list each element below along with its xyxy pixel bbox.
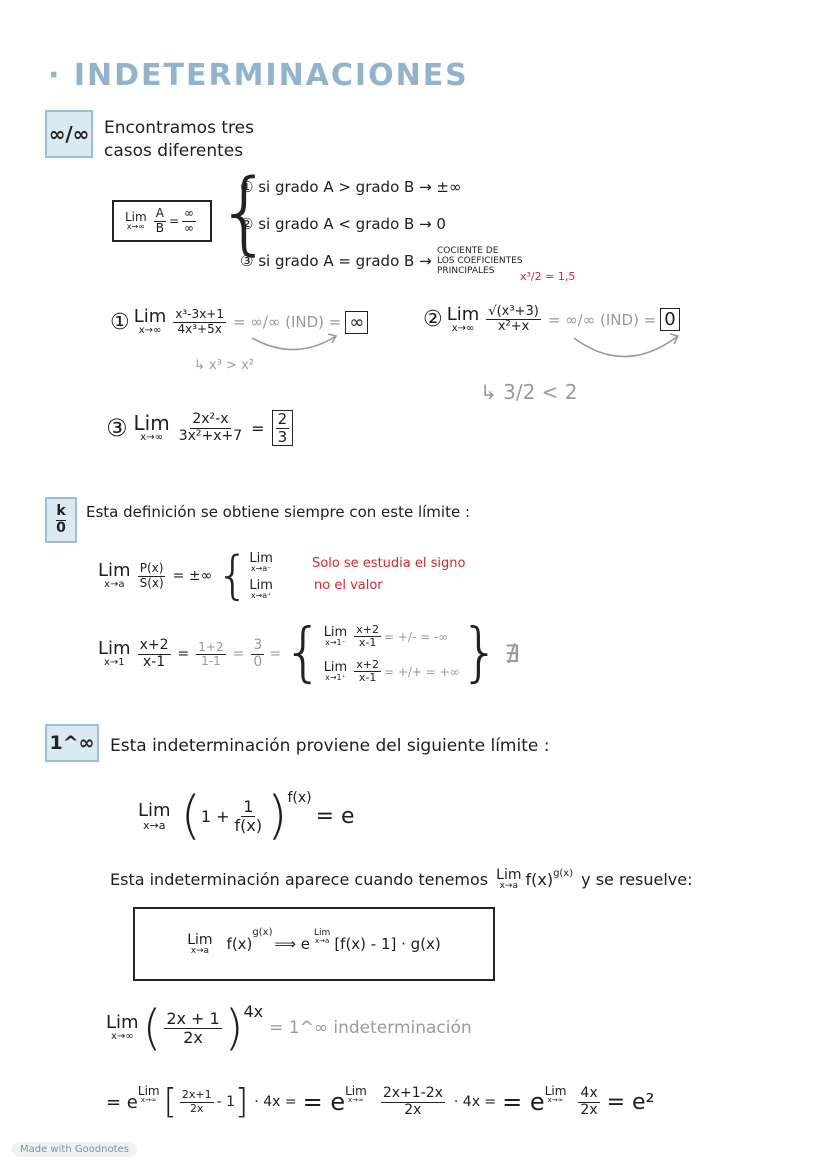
step-frac [180, 1089, 214, 1114]
lim-word: Lim [137, 1083, 160, 1098]
lim-word: Lim [345, 1083, 367, 1098]
example-frac [486, 305, 541, 335]
frac-num: 1+2 [198, 639, 224, 654]
lim [187, 933, 212, 956]
frac-num: 2 [277, 410, 288, 428]
lim-sub: x→∞ [547, 1095, 564, 1104]
step-frac [381, 1086, 445, 1118]
frac-num: x³-3x+1 [175, 307, 224, 322]
example-label: ② [423, 307, 443, 333]
s3-text: Esta indeterminación proviene del siguiente límite : [110, 736, 550, 756]
formula-arrow: ⟹ e [274, 935, 311, 953]
frac-num: 2x+1 [181, 1088, 212, 1102]
step-e: = e [106, 1091, 138, 1113]
lim [314, 929, 330, 945]
lim-word: Lim [133, 306, 167, 327]
lim-word: Lim [544, 1083, 567, 1098]
step-times: · 4x = [254, 1094, 297, 1110]
brace: { [282, 616, 324, 691]
goodnotes-watermark: Made with Goodnotes [12, 1142, 137, 1157]
s1-example-3 [106, 410, 296, 446]
example-result [272, 410, 294, 446]
s3-formula-box [133, 907, 495, 981]
note-line: LOS COEFICIENTES [437, 256, 523, 266]
frac-den: 0 [253, 653, 263, 670]
frac-num: 1 [243, 796, 254, 816]
lim [138, 1085, 160, 1104]
section-one-infinity-label [45, 724, 99, 762]
lim [324, 661, 348, 682]
s2-definition [98, 545, 277, 606]
lim-sub: x→1⁺ [325, 673, 346, 683]
lim-sub: x→∞ [140, 432, 163, 443]
lim-sub: x→a [143, 818, 166, 832]
section-infinity-text: ∞/∞ [48, 122, 90, 146]
s2-text: Esta definición se obtiene siempre con este límite : [86, 503, 471, 521]
step-frac [196, 641, 225, 668]
lim-sub: x→a⁻ [250, 564, 272, 573]
def-inner: 1 + [200, 806, 230, 826]
frac-den: x-1 [142, 653, 166, 670]
formula-exponent: g(x) [252, 927, 273, 938]
frac-den: 2x [189, 1101, 204, 1115]
s1-case-3: ③ si grado A = grado B → [240, 252, 432, 270]
final-result: = e² [606, 1089, 655, 1115]
s2-note-line2: no el valor [314, 578, 383, 593]
lim-sub: x→∞ [138, 325, 162, 336]
frac-den: x-1 [358, 636, 377, 650]
case-result: = +/- = -∞ [383, 629, 449, 644]
lim-sub: x→∞ [348, 1095, 364, 1104]
example-label: ③ [106, 414, 128, 442]
frac-den: B [155, 220, 164, 235]
s1-case-2: ② si grado A < grado B → 0 [240, 215, 446, 233]
text2-base: f(x) [525, 870, 554, 889]
frac-num: 4x [580, 1085, 598, 1102]
step-frac [578, 1086, 599, 1118]
frac-num: 2x²-x [192, 411, 229, 428]
frac-den: 2x [580, 1101, 598, 1118]
indeterminate-text: = ∞/∞ (IND) = [232, 313, 342, 331]
section-k-zero-label [45, 497, 77, 543]
frac-den: 3x²+x+7 [178, 427, 243, 444]
lim-word: Lim [98, 560, 131, 581]
box-num: k [56, 503, 66, 520]
frac-num: √(x³+3) [488, 304, 539, 319]
lim [446, 303, 480, 334]
lim [545, 1085, 567, 1104]
frac-num: x+2 [139, 637, 169, 654]
lim-word: Lim [138, 799, 171, 821]
frac-num: 2x + 1 [166, 1008, 220, 1028]
section-infinity-label [45, 110, 93, 158]
frac-num: A [155, 206, 164, 221]
s1-case-3-note [437, 246, 523, 276]
s3-definition: Lim x→a ( 1 + $\frac{1}{f(x)}$ ) f(x) = e [138, 786, 355, 846]
frac-den: 2x [404, 1101, 422, 1118]
lim-word: Lim [106, 1012, 139, 1033]
lim-word: Lim [323, 625, 348, 641]
formula-base: f(x) [226, 935, 253, 953]
s1-definition-box: Lim x→∞ $\frac{A}{B}$ = $\frac{\infty}{\infty}$ [112, 200, 212, 242]
s1-example-1-arrow [250, 330, 340, 356]
s3-steps: = e Lim x→∞ [ $\frac{2x+1}{2x}$ - 1 ] · 4x = = e Lim x→∞ $\frac{2x+1-2x}{2x}$ · 4x = = e Lim x→∞ $\frac{4x}{2x}$ = e² [106, 1082, 655, 1122]
case-frac [354, 659, 381, 684]
s1-example-2-arrow [570, 330, 685, 364]
s1-cases-brace: { [216, 160, 274, 265]
def-equals-e: = e [315, 803, 355, 829]
lim [496, 868, 521, 891]
plus-minus-infinity: = ±∞ [172, 568, 213, 584]
frac-den: x²+x [497, 319, 530, 335]
lim-sub: x→∞ [110, 1031, 134, 1042]
definition-frac [138, 562, 166, 589]
lim [324, 626, 348, 647]
frac-num: ∞ [184, 206, 194, 221]
side-limits [249, 552, 277, 600]
lim-word: Lim [446, 303, 480, 325]
frac-num: x+2 [356, 623, 379, 636]
case-result: = +/+ = +∞ [383, 664, 460, 679]
lim-word: Lim [323, 660, 348, 676]
example-result: ∞ [345, 311, 368, 334]
frac-den: 3 [277, 427, 288, 446]
lim [138, 799, 171, 832]
lim-sub: x→a⁺ [250, 591, 272, 600]
lim-sub: x→a [190, 945, 210, 956]
lim-sub: x→∞ [451, 322, 475, 334]
indeterminate-text: = ∞/∞ (IND) = [547, 310, 657, 329]
example-label: ① [110, 309, 130, 335]
frac-num: x+2 [356, 658, 379, 672]
lim-word: Lim [124, 210, 147, 224]
def-exponent: f(x) [287, 790, 312, 806]
note-line: COCIENTE DE [437, 246, 499, 256]
frac-num: 2x+1-2x [382, 1085, 443, 1102]
s1-intro-line1: Encontramos tres [104, 118, 254, 138]
step-e: = e [502, 1088, 545, 1116]
frac-den: 1-1 [201, 653, 221, 668]
case-frac [354, 624, 381, 649]
text2-pre: Esta indeterminación aparece cuando tenemos [110, 870, 489, 889]
frac-den: S(x) [139, 575, 164, 590]
frac-num: P(x) [139, 561, 164, 576]
lim [345, 1085, 367, 1104]
example-exponent: 4x [243, 1002, 264, 1021]
lim [98, 562, 131, 590]
lim-sub: x→∞ [126, 222, 145, 231]
lim [134, 413, 170, 443]
s1-example-1-note: ↳ x³ > x² [194, 358, 254, 373]
lim-sub: x→a [315, 937, 330, 945]
s1-intro-line2: casos diferentes [104, 141, 244, 161]
example-frac [173, 308, 226, 335]
frac-num: 3 [253, 637, 263, 654]
page-title: · INDETERMINACIONES [48, 58, 469, 93]
text2-exponent: g(x) [553, 868, 574, 879]
section-one-infinity-text: 1^∞ [49, 732, 95, 754]
lim-sub: x→∞ [140, 1095, 157, 1104]
text2-post: y se resuelve: [581, 870, 693, 889]
s1-lim [125, 211, 147, 231]
step-e: = e [302, 1088, 346, 1116]
right-limit [249, 579, 273, 600]
s3-text2 [110, 868, 693, 891]
example-frac [138, 638, 171, 670]
frac-den: 4x³+5x [177, 321, 222, 336]
frac-den: 2x [183, 1027, 203, 1047]
step-times: · 4x = [453, 1094, 497, 1110]
frac-den: x-1 [358, 671, 377, 685]
lim-word: Lim [249, 551, 273, 566]
lim-word: Lim [187, 931, 213, 948]
s1-case-1: ① si grado A > grado B → ±∞ [240, 178, 462, 196]
box-den: 0 [56, 519, 66, 536]
s1-frac-inf [182, 207, 196, 234]
s1-frac-ab [154, 207, 166, 234]
formula-bracket: [f(x) - 1] · g(x) [334, 935, 441, 953]
s1-example-2-top-note: x³/2 ≃ 1,5 [520, 270, 576, 283]
lim-word: Lim [314, 928, 331, 938]
step-minus: - 1 [216, 1094, 236, 1110]
lim-sub: x→a [104, 579, 125, 590]
right-case [324, 659, 460, 684]
example-frac [177, 412, 244, 444]
s1-example-2-note: ↳ 3/2 < 2 [480, 380, 578, 404]
lim-sub: x→1 [103, 657, 125, 669]
does-not-exist: ∄ [504, 640, 520, 669]
equals: = [251, 418, 265, 438]
example-result: = 1^∞ indeterminación [269, 1018, 472, 1038]
note-line: PRINCIPALES [437, 266, 495, 276]
brace: { [216, 545, 250, 606]
lim-sub: x→1⁻ [325, 638, 346, 648]
s2-example: Lim x→1 $\frac{x+2}{x-1}$ = $\frac{1+2}{1-1}$ = $\frac{3}{0}$ = { Lim x→1⁻ $\frac{x+2}{x-1}$ = +/- = -∞ Lim x→1⁺ $\frac{x+2}{x-1}$ = +/+ = +∞ } ∄ [98, 616, 520, 691]
brace: } [459, 616, 501, 691]
lim [106, 1014, 139, 1042]
lim [98, 640, 131, 668]
frac-den: ∞ [184, 220, 194, 235]
left-limit [249, 552, 273, 573]
example-result: 0 [660, 308, 679, 331]
left-case [324, 624, 460, 649]
lim-word: Lim [496, 867, 522, 883]
lim [134, 308, 167, 336]
def-frac [233, 798, 265, 834]
lim-word: Lim [98, 638, 131, 660]
lim-word: Lim [133, 411, 170, 435]
lim-sub: x→a [499, 881, 518, 891]
frac-den: f(x) [234, 815, 263, 835]
s3-example: Lim x→∞ ( $\frac{2x + 1}{2x}$ ) 4x = 1^∞ indeterminación [106, 1000, 472, 1056]
lim-word: Lim [249, 578, 273, 593]
example-frac [164, 1010, 221, 1046]
side-cases [324, 624, 460, 684]
step-frac [251, 638, 264, 670]
s2-note-line1: Solo se estudia el signo [312, 556, 466, 571]
